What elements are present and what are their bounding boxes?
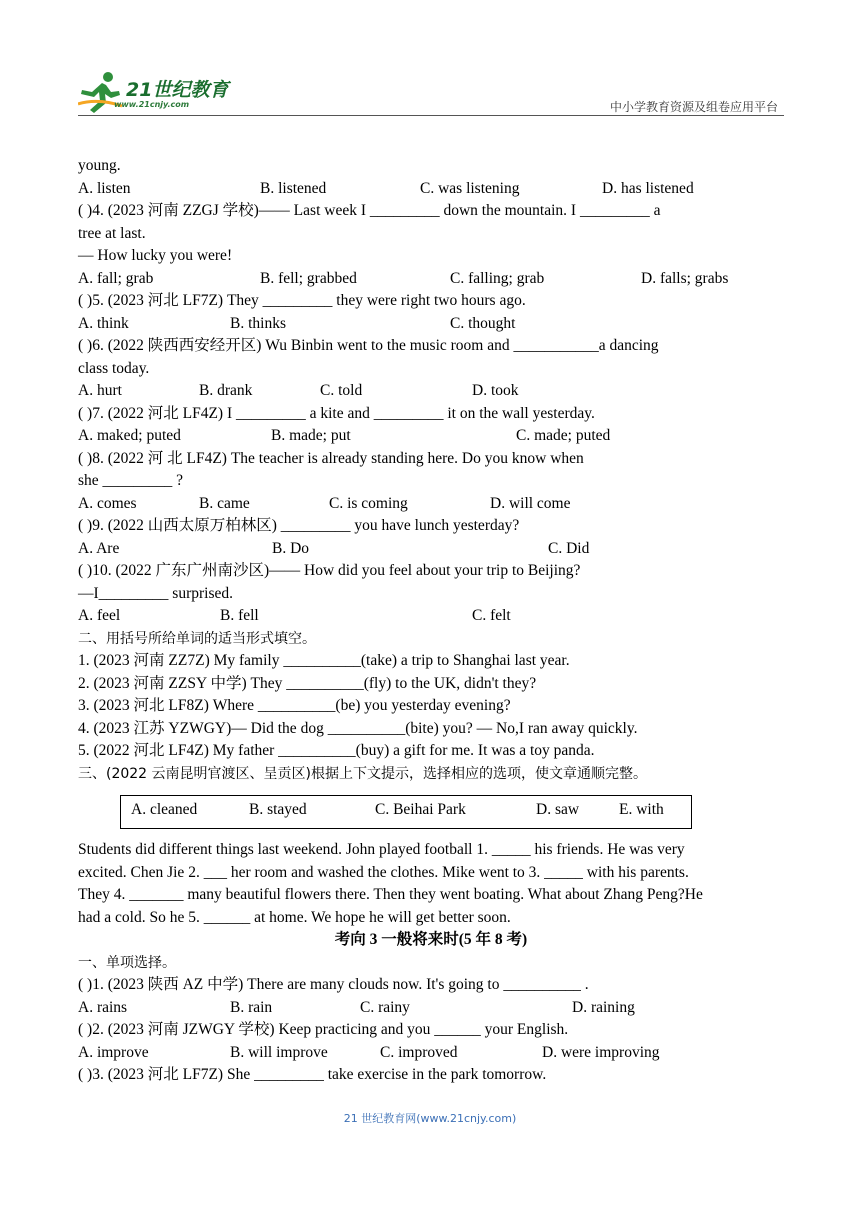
option: A. improve [78, 1043, 149, 1061]
option: B. will improve [230, 1043, 328, 1061]
question-5: ( )5. (2023 河北 LF7Z) They _________ they were right two hours ago. [78, 292, 526, 309]
text-line: she _________ ? [78, 472, 184, 489]
word-option: D. saw [536, 801, 580, 818]
platform-label: 中小学教育资源及组卷应用平台 [609, 100, 778, 114]
option: A. Are [78, 539, 120, 557]
section-title: 考向 3 一般将来时(5 年 8 考) [334, 931, 528, 948]
text-line: young. [78, 157, 121, 174]
option: A. maked; puted [78, 427, 181, 444]
option: C. told [320, 382, 363, 399]
option: A. comes [78, 494, 137, 512]
option: B. rain [230, 998, 273, 1016]
options-row [78, 380, 784, 403]
page-footer[interactable]: 21 世纪教育网(www.21cnjy.com) [343, 1112, 517, 1125]
word-box [120, 795, 692, 829]
option: B. came [199, 494, 250, 512]
option: C. Did [548, 539, 590, 557]
options-row [78, 268, 784, 291]
word-option: B. stayed [249, 801, 307, 818]
passage-line: excited. Chen Jie 2. ___ her room and washed the clothes. Mike went to 3. _____ with his parents. [78, 863, 689, 881]
option: C. was listening [420, 179, 520, 197]
question-4: ( )4. (2023 河南 ZZGJ 学校)—— Last week I _________ down the mountain. I _________ a [78, 202, 661, 219]
option: B. thinks [230, 314, 286, 332]
logo-url: www.21cnjy.com [114, 100, 190, 109]
option: A. fall; grab [78, 269, 154, 287]
option: A. hurt [78, 382, 122, 399]
site-logo[interactable] [78, 70, 248, 114]
option: D. took [472, 382, 519, 399]
options-row [78, 605, 784, 628]
passage-line: They 4. _______ many beautiful flowers there. Then they went boating. What about Zhang Peng?He [78, 886, 703, 903]
question-s3-3: ( )3. (2023 河北 LF7Z) She _________ take exercise in the park tomorrow. [78, 1066, 547, 1083]
option: D. falls; grabs [641, 269, 729, 287]
option: C. felt [472, 607, 511, 624]
question-s3-1: ( )1. (2023 陕西 AZ 中学) There are many clouds now. It's going to __________ . [78, 976, 589, 993]
options-row [78, 178, 784, 201]
fill-blank-2: 2. (2023 河南 ZZSY 中学) They __________(fly) to the UK, didn't they? [78, 674, 537, 692]
options-row [78, 1042, 784, 1065]
option: C. made; puted [516, 427, 611, 444]
fill-blank-4: 4. (2023 江苏 YZWGY)— Did the dog __________(bite) you? — No,I ran away quickly. [78, 719, 638, 737]
option: C. thought [450, 314, 516, 332]
header-divider [78, 115, 784, 116]
option: C. is coming [329, 494, 408, 512]
text-line: tree at last. [78, 224, 146, 242]
fill-blank-5: 5. (2022 河北 LF4Z) My father __________(buy) a gift for me. It was a toy panda. [78, 742, 595, 759]
options-row [78, 538, 784, 561]
option: A. think [78, 314, 129, 332]
fill-blank-1: 1. (2023 河南 ZZ7Z) My family __________(take) a trip to Shanghai last year. [78, 652, 570, 669]
option: D. raining [572, 998, 635, 1016]
passage-line: Students did different things last weekend. John played football 1. _____ his friends. He was very [78, 841, 685, 858]
option: A. rains [78, 998, 128, 1016]
section-heading: 三、(2022 云南昆明官渡区、呈贡区)根据上下文提示，选择相应的选项，使文章通顺完整。 [78, 765, 648, 782]
section-heading: 二、用括号所给单词的适当形式填空。 [78, 630, 316, 647]
option: B. fell [220, 607, 259, 624]
passage-line: had a cold. So he 5. ______ at home. We hope he will get better soon. [78, 908, 511, 926]
option: D. were improving [542, 1043, 660, 1061]
option: B. fell; grabbed [260, 269, 357, 287]
question-7: ( )7. (2022 河北 LF4Z) I _________ a kite and _________ it on the wall yesterday. [78, 404, 595, 422]
option: C. improved [380, 1043, 458, 1061]
options-row [78, 997, 784, 1020]
question-9: ( )9. (2022 山西太原万柏林区) _________ you have lunch yesterday? [78, 517, 520, 534]
question-10: ( )10. (2022 广东广州南沙区)—— How did you feel about your trip to Beijing? [78, 562, 581, 579]
option: A. listen [78, 179, 131, 197]
worksheet-content [78, 155, 784, 1087]
option: B. Do [272, 539, 310, 557]
option: D. will come [490, 494, 571, 512]
options-row [78, 425, 784, 448]
page-header [78, 66, 784, 118]
option: B. drank [199, 382, 253, 399]
question-8: ( )8. (2022 河 北 LF4Z) The teacher is already standing here. Do you know when [78, 449, 584, 467]
options-row [78, 313, 784, 336]
option: D. has listened [602, 179, 694, 197]
logo-text: 21世纪教育 [126, 79, 229, 101]
question-6: ( )6. (2022 陕西西安经开区) Wu Binbin went to the music room and ___________a dancing [78, 337, 659, 354]
option: A. feel [78, 607, 121, 624]
word-option: C. Beihai Park [375, 801, 466, 818]
option: C. rainy [360, 998, 410, 1016]
option: B. listened [260, 179, 327, 197]
option: C. falling; grab [450, 269, 545, 287]
text-line: class today. [78, 359, 150, 377]
option: B. made; put [271, 427, 351, 444]
word-option: A. cleaned [131, 801, 198, 818]
word-option: E. with [619, 801, 664, 818]
section-heading: 一、单项选择。 [78, 954, 176, 971]
question-s3-2: ( )2. (2023 河南 JZWGY 学校) Keep practicing and you ______ your English. [78, 1021, 569, 1038]
options-row [78, 493, 784, 516]
fill-blank-3: 3. (2023 河北 LF8Z) Where __________(be) you yesterday evening? [78, 697, 511, 714]
text-line: —I_________ surprised. [78, 584, 233, 602]
text-line: — How lucky you were! [78, 247, 233, 264]
